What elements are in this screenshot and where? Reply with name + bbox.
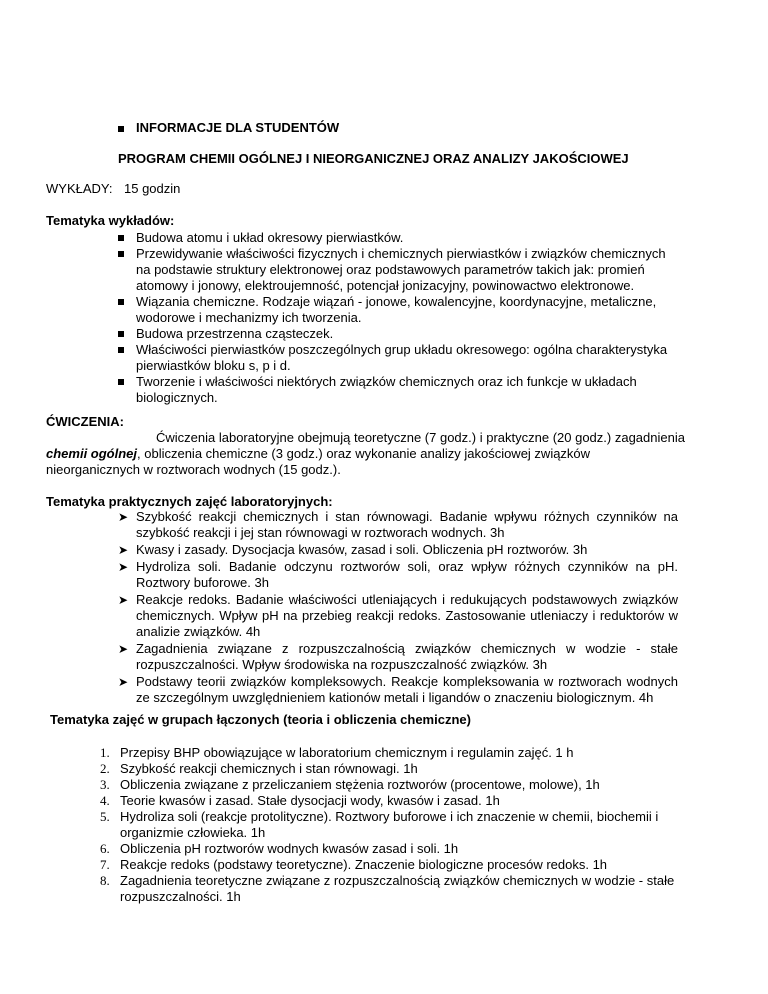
list-item: 1. Przepisy BHP obowiązujące w laboratorium chemicznym i regulamin zajęć. 1 h — [100, 745, 574, 760]
list-item: Wiązania chemiczne. Rodzaje wiązań - jonowe, kowalencyjne, koordynacyjne, metaliczne, wodorowe i mechanizmy ich tworzenia. — [118, 294, 678, 326]
lecture-topics-list — [118, 230, 678, 406]
list-item: Budowa przestrzenna cząsteczek. — [118, 326, 678, 342]
exercises-emphasis: chemii ogólnej — [46, 446, 138, 461]
arrow-bullet-icon: ➤ — [118, 675, 129, 689]
list-item: 8. Zagadnienia teoretyczne związane z rozpuszczalnością związków chemicznych w wodzie - stałe rozpuszczalności. 1h — [100, 873, 675, 904]
list-item: ➤ Hydroliza soli. Badanie odczynu roztworów soli, oraz wpływ różnych czynników na pH. Roztwory buforowe. 3h — [118, 559, 678, 590]
arrow-bullet-icon: ➤ — [118, 543, 129, 557]
square-bullet-icon — [118, 126, 124, 132]
info-title: INFORMACJE DLA STUDENTÓW — [136, 120, 340, 135]
list-item: ➤ Szybkość reakcji chemicznych i stan równowagi. Badanie wpływu różnych czynników na szybkość reakcji i jej stan równowagi w roztworach wodnych. 3h — [118, 509, 678, 540]
arrow-bullet-icon: ➤ — [118, 642, 129, 656]
exercises-intro: Ćwiczenia laboratoryjne obejmują teoretyczne (7 godz.) i praktyczne (20 godz.) zagadnienia chemii ogólnej, obliczenia chemiczne (3 godz.) oraz wykonanie analizy jakościowej związków nieorganicznych w roztworach wodnych (15 godz.). — [46, 430, 685, 477]
square-bullet-icon — [118, 235, 124, 241]
list-item: 2. Szybkość reakcji chemicznych i stan równowagi. 1h — [100, 761, 418, 776]
square-bullet-icon — [118, 251, 124, 257]
list-item: 6. Obliczenia pH roztworów wodnych kwasów zasad i soli. 1h — [100, 841, 459, 856]
group-topics-list — [100, 745, 680, 905]
list-item: Tworzenie i właściwości niektórych związków chemicznych oraz ich funkcje w układach biologicznych. — [118, 374, 678, 406]
list-item: ➤ Kwasy i zasady. Dysocjacja kwasów, zasad i soli. Obliczenia pH roztworów. 3h — [118, 542, 588, 557]
list-item: 3. Obliczenia związane z przeliczaniem stężenia roztworów (procentowe, molowe), 1h — [100, 777, 600, 792]
lab-topics-heading: Tematyka praktycznych zajęć laboratoryjnych: — [46, 494, 333, 509]
program-title: PROGRAM CHEMII OGÓLNEJ I NIEORGANICZNEJ ORAZ ANALIZY JAKOŚCIOWEJ — [118, 151, 629, 166]
lectures-label: WYKŁADY: — [46, 181, 113, 196]
lectures-hours: 15 godzin — [124, 181, 181, 196]
list-item: 5. Hydroliza soli (reakcje protolityczne). Roztwory buforowe i ich znaczenie w chemii, biochemii i organizmie człowieka. 1h — [100, 809, 659, 840]
square-bullet-icon — [118, 379, 124, 385]
group-topics-heading: Tematyka zajęć w grupach łączonych (teoria i obliczenia chemiczne) — [50, 712, 471, 727]
list-item: 4. Teorie kwasów i zasad. Stałe dysocjacji wody, kwasów i zasad. 1h — [100, 793, 500, 808]
list-item: ➤ Podstawy teorii związków kompleksowych. Reakcje kompleksowania w roztworach wodnych ze szczególnym uwzględnieniem kationów metali i ligandów o znaczeniu biologicznym. 4h — [118, 674, 678, 705]
arrow-bullet-icon: ➤ — [118, 593, 129, 607]
exercises-heading: ĆWICZENIA: — [46, 414, 124, 429]
list-item: ➤ Reakcje redoks. Badanie właściwości utleniających i redukujących podstawowych związków chemicznych. Wpływ pH na przebieg reakcji redoks. Zastosowanie utleniaczy i reduktorów w analizie związków. 4h — [118, 592, 678, 639]
arrow-bullet-icon: ➤ — [118, 560, 129, 574]
square-bullet-icon — [118, 347, 124, 353]
list-item: Przewidywanie właściwości fizycznych i chemicznych pierwiastków i związków chemicznych na podstawie struktury elektronowej oraz podstawowych parametrów takich jak: promień atomowy i jonowy, elektroujemność, potencjał jonizacyjny, powinowactwo elektronowe. — [118, 246, 678, 294]
list-item: 7. Reakcje redoks (podstawy teoretyczne). Znaczenie biologiczne procesów redoks. 1h — [100, 857, 608, 872]
arrow-bullet-icon: ➤ — [118, 510, 129, 524]
square-bullet-icon — [118, 331, 124, 337]
lecture-topics-heading: Tematyka wykładów: — [46, 213, 175, 228]
list-item: Właściwości pierwiastków poszczególnych grup układu okresowego: ogólna charakterystyka pierwiastków bloku s, p i d. — [118, 342, 678, 374]
list-item: ➤ Zagadnienia związane z rozpuszczalnością związków chemicznych w wodzie - stałe rozpuszczalności. Wpływ środowiska na rozpuszczalność związków. 3h — [118, 641, 678, 672]
lab-topics-list — [118, 509, 678, 707]
list-item: Budowa atomu i układ okresowy pierwiastków. — [118, 230, 678, 246]
square-bullet-icon — [118, 299, 124, 305]
